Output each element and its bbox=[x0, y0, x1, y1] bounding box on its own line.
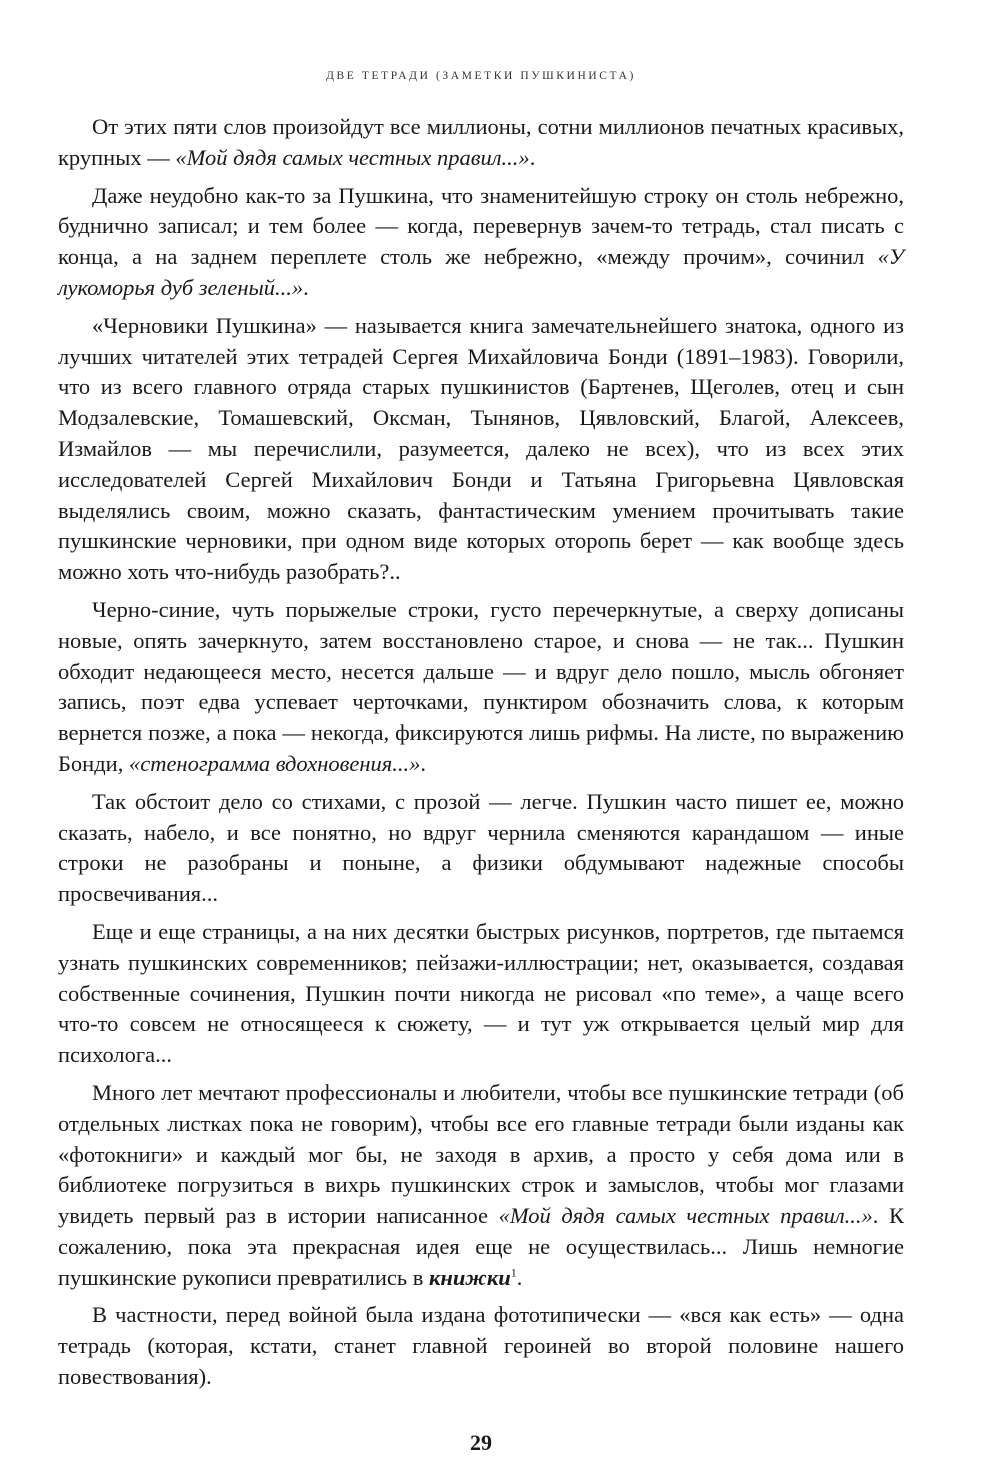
paragraph: Еще и еще страницы, а на них десятки быстрых рисунков, портретов, где пытаемся узнать пушкинских современников; пейзажи-иллюстрации; нет, оказывается, создавая собственные сочинения, Пушкин почти никогда не рисовал «по теме», а чаще всего что-то совсем не относящееся к сюжету, — и тут уж открывается целый мир для психолога... bbox=[58, 918, 904, 1068]
paragraph: Так обстоит дело со стихами, с прозой — легче. Пушкин часто пишет ее, можно сказать, набело, и все понятно, но вдруг чернила сменяются карандашом — иные строки не разобраны и поныне, а физики обдумывают надежные способы просвечивания... bbox=[58, 788, 904, 907]
paragraph: Черно-синие, чуть порыжелые строки, густо перечеркнутые, а сверху дописаны новые, опять зачеркнуто, затем восстановлено старое, и снова — не так... Пушкин обходит недающееся место, несется дальше — и вдруг дело пошло, мысль обгоняет запись, поэт едва успевает черточками, пунктиром обозначить слова, к которым вернется позже, а пока — некогда, фиксируются лишь рифмы. На листе, по выражению Бонди, «стенограмма вдохновения...». bbox=[58, 596, 904, 776]
italic-quote: «стенограмма вдохновения...» bbox=[128, 750, 421, 776]
paragraph: От этих пяти слов произойдут все миллионы, сотни миллионов печатных красивых, крупных — «Мой дядя самых честных правил...». bbox=[58, 114, 904, 170]
paragraph: «Черновики Пушкина» — называется книга замечательнейшего знатока, одного из лучших читателей этих тетрадей Сергея Михайловича Бонди (1891–1983). Говорили, что из всего главного отряда старых пушкинистов (Бартенев, Щеголев, отец и сын Модзалевские, Томашевский, Оксман, Тынянов, Цявловский, Благой, Алексеев, Измайлов — мы перечислили, разумеется, далеко не всех), что из всех этих исследователей Сергей Михайлович Бонди и Татьяна Григорьевна Цявловская выделялись своим, можно сказать, фантастическим умением прочитывать такие пушкинские черновики, при одном виде которых оторопь берет — как вообще здесь можно хоть что-нибудь разобрать?.. bbox=[58, 312, 904, 585]
paragraph: Много лет мечтают профессионалы и любители, чтобы все пушкинские тетради (об отдельных листках пока не говорим), чтобы все его главные тетради были изданы как «фотокниги» и каждый мог бы, не заходя в архив, а просто у себя дома или в библиотеке погрузиться в вихрь пушкинских строк и замыслов, чтобы мог глазами увидеть первый раз в истории написанное «Мой дядя самых честных правил...». К сожалению, пока эта прекрасная идея еще не осуществилась... Лишь немногие пушкинские рукописи превратились в книжки$^1$. bbox=[58, 1079, 905, 1290]
italic-quote: «Мой дядя самых честных правил...» bbox=[498, 1203, 873, 1229]
bold-italic-term: книжки bbox=[429, 1264, 511, 1290]
italic-quote: «У лукоморья дуб зеленый...» bbox=[58, 244, 904, 300]
italic-quote: «Мой дядя самых честных правил...» bbox=[175, 144, 530, 170]
body-text bbox=[58, 112, 904, 1393]
footnote-marker[interactable]: 1 bbox=[510, 1265, 517, 1280]
paragraph: Даже неудобно как-то за Пушкина, что знаменитейшую строку он столь небрежно, буднично записал; и тем более — когда, перевернув зачем-то тетрадь, стал писать с конца, а на заднем переплете столь же небрежно, «между прочим», сочинил «У лукоморья дуб зеленый...». bbox=[58, 182, 904, 300]
page-number: 29 bbox=[470, 1430, 492, 1455]
running-title: ДВЕ ТЕТРАДИ (ЗАМЕТКИ ПУШКИНИСТА) bbox=[326, 70, 636, 82]
book-page bbox=[58, 0, 904, 1478]
paragraph: В частности, перед войной была издана фототипически — «вся как есть» — одна тетрадь (которая, кстати, станет главной героиней во второй половине нашего повествования). bbox=[58, 1302, 904, 1390]
